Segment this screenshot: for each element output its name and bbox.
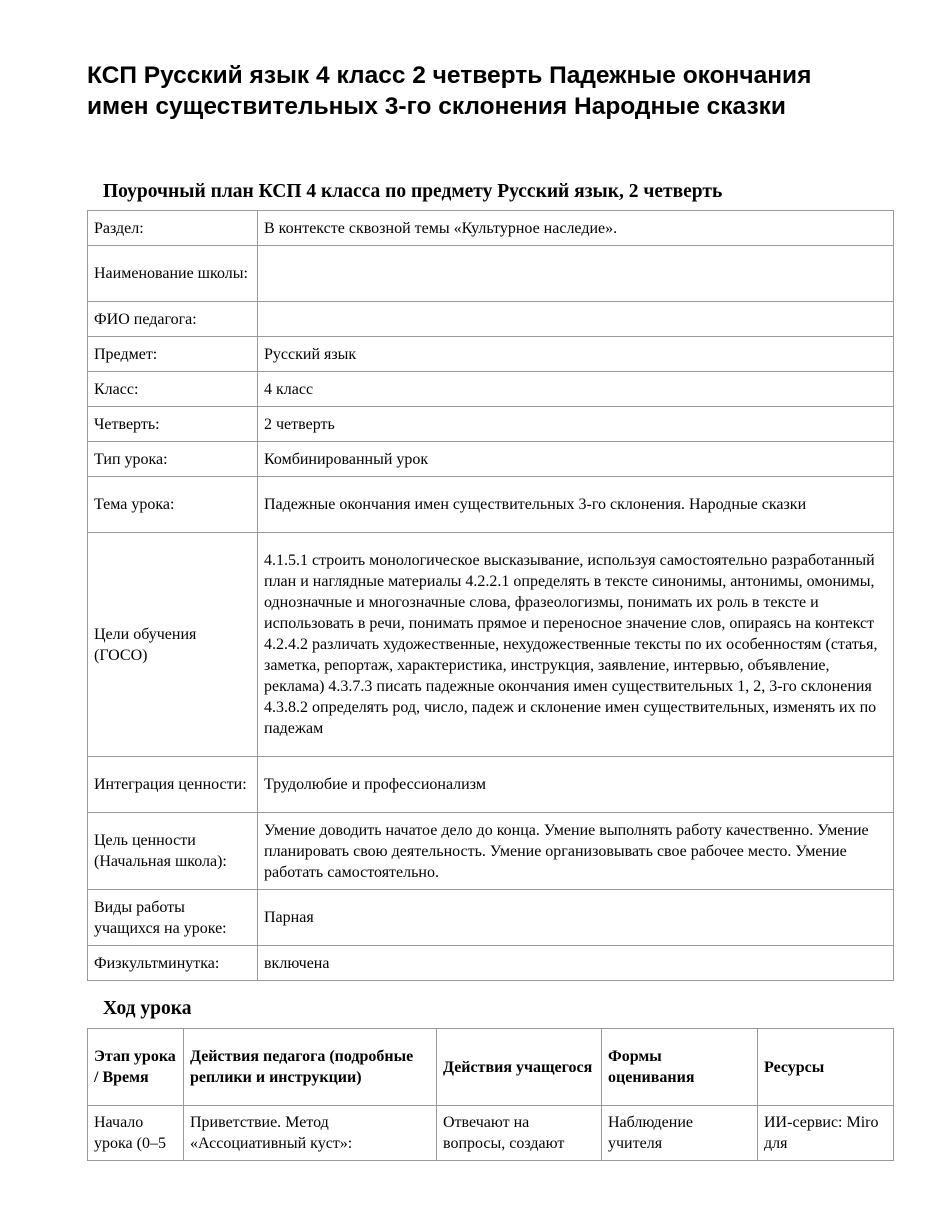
plan-row-label: Предмет:: [88, 337, 258, 372]
plan-row-objectives: [88, 533, 894, 757]
header-teacher-actions: Действия педагога (подробные реплики и инструкции): [184, 1029, 437, 1106]
lesson-flow-table: [87, 1028, 894, 1161]
plan-row-label: Класс:: [88, 372, 258, 407]
plan-row-value: 4.1.5.1 строить монологическое высказывание, используя самостоятельно разработанный план и наглядные материалы 4.2.2.1 определять в тексте синонимы, антонимы, омонимы, однозначные и многозначные слова, фразеологизмы, понимать их роль в тексте и использовать в речи, понимать прямое и переносное значение слов, опираясь на контекст 4.2.4.2 различать художественные, нехудожественные тексты по их особенностям (статья, заметка, репортаж, характеристика, инструкция, заявление, интервью, объявление, реклама) 4.3.7.3 писать падежные окончания имен существительных 1, 2, 3-го склонения 4.3.8.2 определять род, число, падеж и склонение имен существительных, изменять их по падежам: [258, 533, 894, 757]
header-student-actions: Действия учащегося: [437, 1029, 602, 1106]
plan-row-label: Физкультминутка:: [88, 946, 258, 981]
plan-row-school: [88, 246, 894, 302]
plan-row-value: Парная: [258, 890, 894, 946]
plan-row-value-goal: [88, 813, 894, 890]
plan-row-value: В контексте сквозной темы «Культурное наследие».: [258, 211, 894, 246]
plan-row-subject: [88, 337, 894, 372]
plan-row-value: Умение доводить начатое дело до конца. Умение выполнять работу качественно. Умение планировать свою деятельность. Умение организовывать свое рабочее место. Умение работать самостоятельно.: [258, 813, 894, 890]
plan-row-value: Комбинированный урок: [258, 442, 894, 477]
plan-section-title: Поурочный план КСП 4 класса по предмету Русский язык, 2 четверть: [103, 181, 723, 202]
lesson-cell-assessment: Наблюдение учителя: [602, 1106, 758, 1161]
document-title: КСП Русский язык 4 класс 2 четверть Падежные окончания имен существительных 3-го склонения Народные сказки: [87, 62, 812, 120]
plan-row-teacher: [88, 302, 894, 337]
plan-row-topic: [88, 477, 894, 533]
plan-row-label: Раздел:: [88, 211, 258, 246]
plan-row-physical-break: [88, 946, 894, 981]
header-stage-time: Этап урока / Время: [88, 1029, 184, 1106]
plan-row-quarter: [88, 407, 894, 442]
lesson-cell-teacher: Приветствие. Метод «Ассоциативный куст»:: [184, 1106, 437, 1161]
plan-row-value-integration: [88, 757, 894, 813]
plan-row-value: Русский язык: [258, 337, 894, 372]
plan-row-label: Тема урока:: [88, 477, 258, 533]
header-assessment: Формы оценивания: [602, 1029, 758, 1106]
lesson-cell-stage: Начало урока (0–5: [88, 1106, 184, 1161]
plan-row-value: [258, 302, 894, 337]
plan-row-label: Наименование школы:: [88, 246, 258, 302]
lesson-cell-resources: ИИ-сервис: Miro для: [758, 1106, 894, 1161]
plan-row-value: [258, 246, 894, 302]
plan-row-value: 4 класс: [258, 372, 894, 407]
plan-row-section: [88, 211, 894, 246]
plan-row-label: Виды работы учащихся на уроке:: [88, 890, 258, 946]
plan-row-label: Цель ценности (Начальная школа):: [88, 813, 258, 890]
lesson-row: [88, 1106, 894, 1161]
plan-row-value: 2 четверть: [258, 407, 894, 442]
plan-row-value: Трудолюбие и профессионализм: [258, 757, 894, 813]
plan-info-table: [87, 210, 894, 981]
plan-row-label: Тип урока:: [88, 442, 258, 477]
plan-row-value: включена: [258, 946, 894, 981]
plan-row-label: Четверть:: [88, 407, 258, 442]
plan-row-lesson-type: [88, 442, 894, 477]
plan-row-label: Интеграция ценности:: [88, 757, 258, 813]
plan-row-label: Цели обучения (ГОСО): [88, 533, 258, 757]
plan-row-work-types: [88, 890, 894, 946]
lesson-cell-student: Отвечают на вопросы, создают: [437, 1106, 602, 1161]
lesson-header-row: [88, 1029, 894, 1106]
header-resources: Ресурсы: [758, 1029, 894, 1106]
lesson-section-title: Ход урока: [103, 998, 192, 1019]
plan-row-value: Падежные окончания имен существительных 3-го склонения. Народные сказки: [258, 477, 894, 533]
plan-row-label: ФИО педагога:: [88, 302, 258, 337]
plan-row-grade: [88, 372, 894, 407]
